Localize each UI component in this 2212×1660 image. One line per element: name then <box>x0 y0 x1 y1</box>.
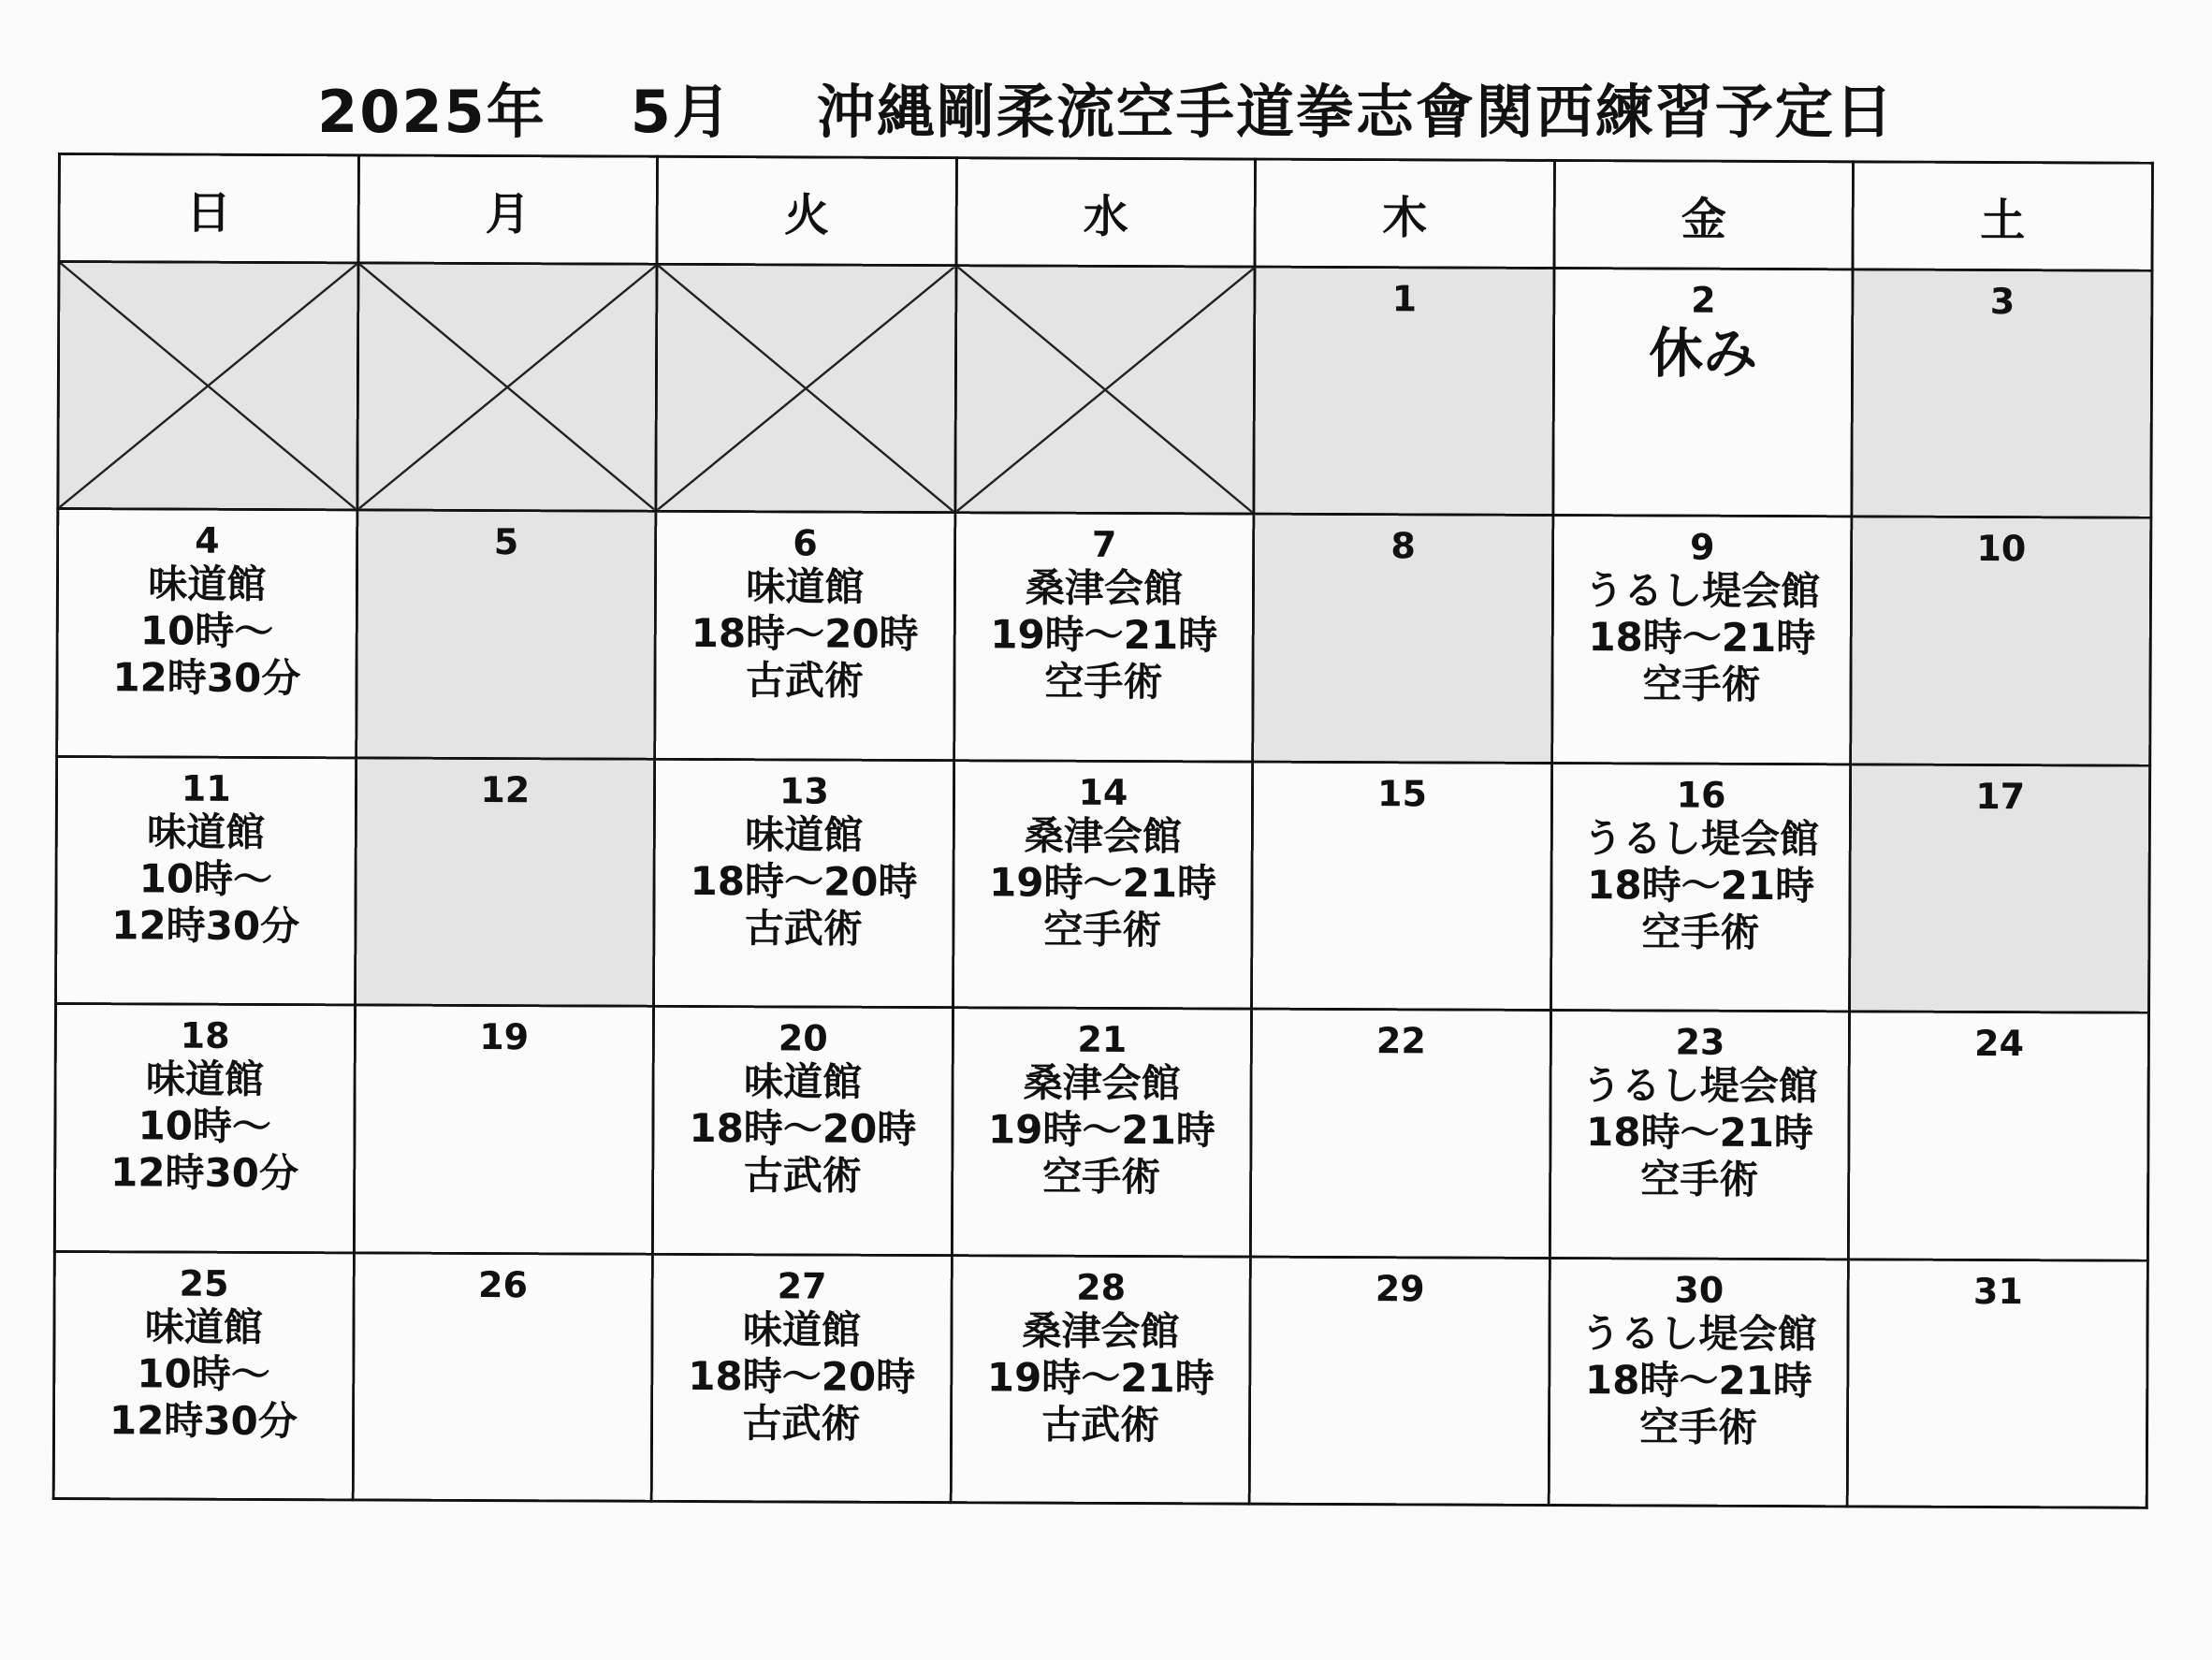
day-number: 2 <box>1691 279 1716 321</box>
practice-time: 19時～21時 <box>990 611 1218 659</box>
practice-venue: 桑津会館 <box>1024 812 1182 860</box>
practice-venue: 桑津会館 <box>1025 564 1184 612</box>
practice-detail: 空手術 <box>1639 1403 1758 1450</box>
calendar-empty-cell <box>656 264 956 513</box>
practice-detail: 12時30分 <box>109 1396 298 1444</box>
practice-venue: 味道館 <box>746 563 865 611</box>
practice-detail: 空手術 <box>1043 906 1162 953</box>
day-number: 10 <box>1976 528 2027 570</box>
practice-venue: 味道館 <box>144 1303 263 1350</box>
page-title <box>0 66 2212 149</box>
practice-venue: うるし堤会館 <box>1582 814 1820 862</box>
calendar-day-cell <box>57 509 357 758</box>
calendar-day-cell <box>1550 763 1851 1012</box>
calendar-day-cell <box>1252 762 1552 1011</box>
day-number: 24 <box>1974 1023 2025 1065</box>
day-number: 5 <box>493 521 519 563</box>
calendar-day-cell <box>1851 517 2151 765</box>
practice-time: 18時～21時 <box>1584 1356 1812 1404</box>
calendar-day-cell <box>1549 1258 1849 1507</box>
cross-out-mark <box>657 266 954 512</box>
calendar-day-cell <box>1850 764 2150 1013</box>
practice-venue: 味道館 <box>743 1058 863 1105</box>
weekday-sun: 日 <box>59 154 358 263</box>
day-number: 23 <box>1675 1021 1725 1063</box>
weekday-wed: 水 <box>956 158 1256 267</box>
title-name: 沖縄剛柔流空手道拳志會関西練習予定日 <box>816 78 1895 146</box>
calendar-day-cell <box>356 510 656 759</box>
day-number: 15 <box>1377 772 1428 815</box>
practice-detail: 古武術 <box>743 1152 862 1199</box>
calendar-day-cell <box>651 1254 952 1503</box>
day-number: 9 <box>1689 527 1715 569</box>
practice-time: 10時～ <box>137 1349 270 1397</box>
calendar-day-cell <box>54 1004 355 1253</box>
day-number: 25 <box>179 1262 229 1304</box>
practice-detail: 古武術 <box>744 904 863 952</box>
calendar-day-cell <box>953 513 1254 762</box>
practice-venue: 味道館 <box>745 810 864 858</box>
weekday-sat: 土 <box>1853 162 2152 270</box>
day-number: 6 <box>793 522 818 564</box>
practice-detail: 空手術 <box>1640 1156 1759 1203</box>
day-number: 11 <box>181 767 231 809</box>
practice-venue: うるし堤会館 <box>1580 1309 1817 1357</box>
day-number: 16 <box>1676 774 1726 816</box>
day-number: 20 <box>778 1017 828 1059</box>
day-number: 8 <box>1390 525 1417 567</box>
practice-venue: 桑津会館 <box>1023 1059 1181 1107</box>
day-number: 21 <box>1077 1018 1128 1061</box>
weekday-tue: 火 <box>657 156 956 265</box>
calendar-day-cell <box>1848 1259 2148 1507</box>
practice-venue: 味道館 <box>742 1305 862 1353</box>
calendar-day-cell <box>1550 1011 1850 1260</box>
practice-detail: 空手術 <box>1042 1153 1161 1201</box>
calendar-day-cell <box>355 758 655 1007</box>
day-number: 13 <box>779 770 829 812</box>
practice-time: 18時～20時 <box>688 1352 916 1400</box>
practice-time: 18時～21時 <box>1585 1109 1814 1157</box>
weekday-header-row <box>59 154 2152 271</box>
day-number: 19 <box>479 1016 530 1058</box>
practice-detail: 空手術 <box>1044 658 1163 706</box>
day-number: 28 <box>1076 1266 1127 1308</box>
practice-detail: 空手術 <box>1641 909 1760 955</box>
practice-detail: 12時30分 <box>112 654 301 702</box>
title-month: 5月 <box>630 78 733 146</box>
calendar-day-cell <box>953 760 1253 1009</box>
day-number: 26 <box>478 1263 529 1305</box>
day-number: 12 <box>480 768 531 810</box>
calendar-day-cell <box>354 1005 654 1254</box>
day-number: 31 <box>1972 1270 2023 1312</box>
calendar-empty-cell <box>955 266 1256 515</box>
calendar-day-cell <box>353 1252 653 1501</box>
practice-detail: 空手術 <box>1642 661 1761 708</box>
day-number: 22 <box>1375 1020 1426 1062</box>
calendar-day-cell <box>1553 268 1854 517</box>
practice-time: 18時～20時 <box>690 857 918 905</box>
calendar-week-row <box>53 1251 2147 1507</box>
cross-out-mark <box>59 263 357 509</box>
practice-detail: 古武術 <box>742 1399 861 1447</box>
day-number: 17 <box>1975 775 2026 817</box>
calendar-day-cell <box>56 756 357 1005</box>
practice-time: 19時～21時 <box>989 859 1217 907</box>
calendar-day-cell <box>652 1006 953 1255</box>
calendar-day-cell <box>1249 1257 1550 1506</box>
calendar-week-row <box>58 262 2152 518</box>
calendar-week-row <box>54 1004 2148 1260</box>
day-number: 7 <box>1091 524 1117 566</box>
practice-time: 10時～ <box>138 1102 272 1150</box>
cross-out-mark <box>956 267 1254 513</box>
day-number: 30 <box>1674 1269 1724 1311</box>
practice-time: 18時～21時 <box>1588 614 1816 662</box>
practice-time: 10時～ <box>138 855 273 902</box>
cross-out-mark <box>358 264 656 510</box>
day-number: 1 <box>1391 278 1418 320</box>
calendar-day-cell <box>952 1008 1252 1257</box>
practice-venue: うるし堤会館 <box>1581 1062 1818 1110</box>
closed-note: 休み <box>1649 321 1758 386</box>
practice-time: 10時～ <box>139 607 274 655</box>
practice-time: 18時～20時 <box>691 610 919 658</box>
practice-venue: 味道館 <box>146 808 266 855</box>
calendar-day-cell <box>655 512 955 761</box>
calendar-table <box>52 153 2154 1509</box>
weekday-mon: 月 <box>358 155 658 264</box>
calendar-day-cell <box>53 1251 354 1500</box>
title-year: 2025年 <box>317 78 546 146</box>
day-number: 18 <box>180 1014 230 1056</box>
practice-detail: 12時30分 <box>111 902 300 949</box>
practice-venue: 桑津会館 <box>1022 1307 1180 1354</box>
calendar-day-cell <box>1849 1012 2149 1260</box>
calendar-day-cell <box>951 1255 1251 1504</box>
practice-time: 18時～20時 <box>689 1105 917 1153</box>
practice-venue: うるし堤会館 <box>1583 567 1821 615</box>
practice-time: 18時～21時 <box>1587 861 1815 909</box>
calendar-day-cell <box>1551 516 1852 764</box>
practice-time: 19時～21時 <box>986 1353 1215 1401</box>
practice-time: 19時～21時 <box>987 1106 1215 1154</box>
day-number: 4 <box>195 520 220 562</box>
day-number: 3 <box>1989 281 2016 323</box>
day-number: 29 <box>1375 1267 1425 1309</box>
practice-venue: 味道館 <box>148 561 267 608</box>
practice-detail: 古武術 <box>745 657 865 705</box>
calendar-week-row <box>57 509 2151 765</box>
calendar-day-cell <box>654 759 954 1008</box>
calendar-day-cell <box>1251 1009 1551 1258</box>
calendar-day-cell <box>1254 267 1554 516</box>
calendar-empty-cell <box>58 262 358 511</box>
weekday-thu: 木 <box>1255 159 1554 268</box>
practice-venue: 味道館 <box>145 1056 265 1103</box>
day-number: 27 <box>777 1264 827 1307</box>
day-number: 14 <box>1078 771 1128 813</box>
calendar-day-cell <box>1253 514 1553 763</box>
calendar-empty-cell <box>357 263 657 512</box>
calendar-week-row <box>56 756 2150 1012</box>
practice-detail: 古武術 <box>1041 1401 1160 1448</box>
calendar-day-cell <box>1852 269 2152 518</box>
weekday-fri: 金 <box>1554 160 1854 269</box>
practice-detail: 12時30分 <box>109 1149 299 1197</box>
